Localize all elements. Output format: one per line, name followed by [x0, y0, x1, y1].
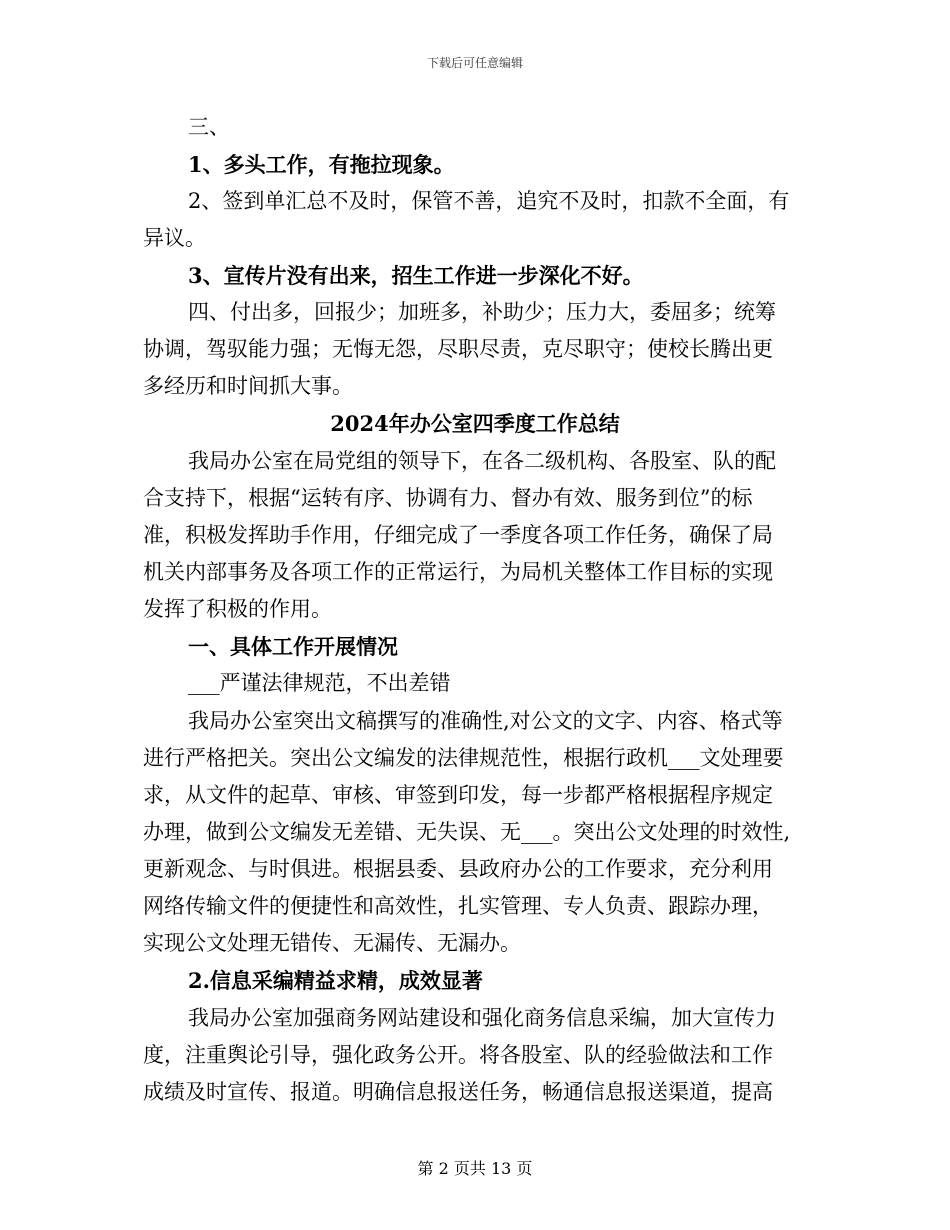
paragraph-line: 协调，驾驭能力强；无悔无怨，尽职尽责，克尽职守；使校长腾出更	[143, 337, 773, 361]
paragraph-line: 合支持下，根据“运转有序、协调有力、督办有效、服务到位”的标	[143, 486, 753, 510]
list-item: 2、签到单汇总不及时，保管不善，追究不及时，扣款不全面，有	[188, 189, 790, 213]
paragraph-line: 更新观念、与时俱进。根据县委、县政府办公的工作要求，充分利用	[143, 857, 773, 881]
section-heading-3: 三、	[188, 115, 230, 139]
paragraph-line: 实现公文处理无错传、无漏传、无漏办。	[143, 931, 521, 955]
page-footer: 第 2 页共 13 页	[417, 1159, 533, 1178]
subsection-heading: 2.信息采编精益求精，成效显著	[188, 968, 483, 993]
paragraph-line: 我局办公室在局党组的领导下，在各二级机构、各股室、队的配	[188, 449, 776, 473]
paragraph-line: 准，积极发挥助手作用，仔细完成了一季度各项工作任务，确保了局	[143, 523, 773, 547]
list-item: 3、宣传片没有出来，招生工作进一步深化不好。	[188, 263, 644, 288]
paragraph-line: 我局办公室突出文稿撰写的准确性,对公文的文字、内容、格式等	[188, 709, 783, 733]
paragraph-line: 进行严格把关。突出公文编发的法律规范性，根据行政机___文处理要	[143, 746, 784, 770]
paragraph-line: 办理，做到公文编发无差错、无失误、无___。突出公文处理的时效性,	[143, 820, 791, 844]
list-item: 1、多头工作，有拖拉现象。	[188, 152, 455, 177]
paragraph-line: 网络传输文件的便捷性和高效性，扎实管理、专人负责、跟踪办理，	[143, 894, 773, 918]
page-header: 下载后可任意编辑	[426, 56, 523, 70]
section-heading: 一、具体工作开展情况	[188, 634, 398, 659]
paragraph-line: 多经历和时间抓大事。	[143, 374, 353, 398]
document-title: 2024年办公室四季度工作总结	[330, 411, 620, 436]
paragraph-line: 度，注重舆论引导，强化政务公开。将各股室、队的经验做法和工作	[143, 1043, 773, 1067]
text-line: 异议。	[143, 226, 206, 250]
paragraph-line: 机关内部事务及各项工作的正常运行，为局机关整体工作目标的实现	[143, 560, 773, 584]
paragraph-line: 发挥了积极的作用。	[143, 597, 332, 621]
paragraph-line: 成绩及时宣传、报道。明确信息报送任务，畅通信息报送渠道，提高	[143, 1080, 773, 1104]
paragraph-line: 求，从文件的起草、审核、审签到印发，每一步都严格根据程序规定	[143, 783, 773, 807]
paragraph-line: 四、付出多，回报少；加班多，补助少；压力大，委屈多；统筹	[188, 300, 776, 324]
subsection-heading: ___严谨法律规范，不出差错	[188, 671, 451, 695]
paragraph-line: 我局办公室加强商务网站建设和强化商务信息采编，加大宣传力	[188, 1006, 776, 1030]
